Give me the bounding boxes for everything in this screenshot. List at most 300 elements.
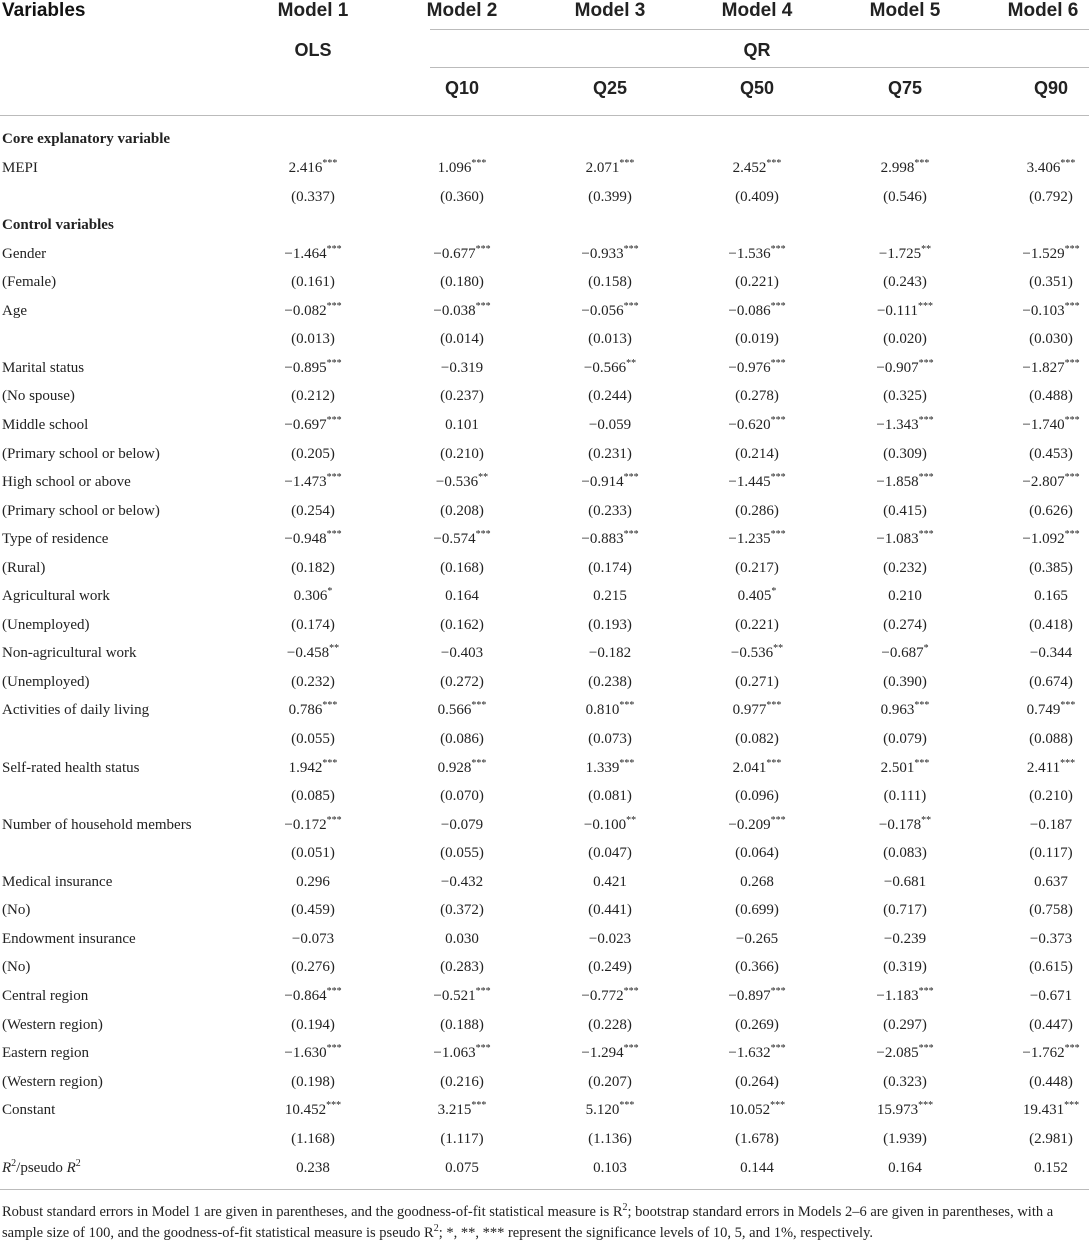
significance-stars: *** [918, 300, 934, 312]
cell-value: (0.286) [735, 502, 779, 519]
cell-value: −0.403 [440, 645, 484, 662]
row-label: Constant [2, 1102, 56, 1119]
cell-value: −1.473 [284, 474, 327, 491]
cell-value: −1.536 [728, 245, 771, 262]
table-cell [583, 814, 637, 834]
cell-value: (0.188) [440, 1016, 484, 1033]
cell-value: (0.217) [735, 559, 779, 576]
cell-value: (0.158) [588, 274, 632, 291]
table-cell [588, 1074, 632, 1091]
table-cell [436, 474, 488, 491]
cell-value: −0.178 [878, 816, 922, 833]
cell-value: −0.100 [583, 816, 627, 833]
row-label: Agricultural work [2, 588, 110, 605]
table-cell [588, 560, 632, 577]
table-cell [1026, 757, 1076, 777]
table-cell [438, 160, 487, 177]
table-cell [589, 417, 631, 434]
cell-value: 1.942 [288, 759, 323, 776]
table-cell [441, 360, 483, 377]
row-label: Age [2, 302, 27, 319]
table-cell [440, 617, 484, 634]
cell-value: 0.101 [445, 416, 479, 433]
table-cell [588, 674, 632, 691]
cell-value: −1.858 [876, 474, 919, 491]
cell-value: (0.297) [883, 1016, 927, 1033]
cell-value: (0.051) [291, 845, 335, 862]
cell-value: −0.677 [433, 245, 476, 262]
table-cell [588, 788, 632, 805]
cell-value: −1.183 [876, 987, 919, 1004]
table-cell [294, 588, 333, 605]
cell-value: −1.092 [1022, 531, 1065, 548]
significance-stars: *** [623, 300, 639, 312]
significance-stars: *** [1064, 357, 1080, 369]
table-cell [291, 331, 335, 348]
cell-value: (0.237) [440, 388, 484, 405]
cell-value: −1.083 [876, 531, 919, 548]
cell-value: (1.168) [291, 1130, 335, 1147]
header-bottom-rule [0, 115, 1089, 116]
table-cell [588, 331, 632, 348]
table-cell [1030, 988, 1072, 1005]
cell-value: (0.161) [291, 274, 335, 291]
cell-value: (0.758) [1029, 902, 1073, 919]
cell-value: −0.772 [581, 987, 624, 1004]
cell-value: (2.981) [1029, 1130, 1073, 1147]
table-cell [441, 645, 483, 662]
table-cell [291, 388, 335, 405]
cell-value: −0.082 [284, 302, 327, 319]
significance-stars: *** [322, 757, 338, 769]
table-cell [876, 985, 934, 1005]
significance-stars: *** [326, 814, 342, 826]
table-cell [440, 1074, 484, 1091]
significance-stars: *** [770, 1043, 786, 1055]
cell-value: 2.041 [732, 759, 767, 776]
table-cell [1029, 1074, 1073, 1091]
table-cell [883, 845, 927, 862]
significance-stars: *** [1060, 158, 1076, 169]
table-cell [438, 1102, 487, 1119]
significance-stars: *** [475, 1043, 491, 1055]
cell-value: (0.085) [291, 788, 335, 805]
table-cell [291, 274, 335, 291]
table-cell [285, 1102, 341, 1119]
cell-value: (0.014) [440, 331, 484, 348]
table-cell [731, 645, 783, 662]
cell-value: −0.948 [284, 531, 327, 548]
cell-value: −1.235 [728, 531, 771, 548]
cell-value: −2.085 [876, 1045, 919, 1062]
cell-value: 0.296 [296, 873, 330, 890]
table-cell [876, 414, 934, 434]
significance-stars: *** [1064, 472, 1080, 484]
table-cell [588, 189, 632, 206]
cell-value: −0.182 [588, 645, 632, 662]
row-label: (No) [2, 959, 31, 976]
cell-value: (0.214) [735, 445, 779, 462]
cell-value: 0.786 [288, 702, 323, 719]
cell-value: 1.096 [437, 160, 472, 176]
significance-stars: * [771, 586, 777, 598]
cell-value: (0.283) [440, 959, 484, 976]
table-cell [881, 702, 930, 719]
cell-value: 2.416 [288, 160, 323, 176]
table-cell [728, 414, 786, 434]
cell-value: −1.063 [433, 1045, 476, 1062]
table-cell [735, 388, 779, 405]
quantile-header-q25: Q25 [592, 78, 628, 98]
row-label: Marital status [2, 359, 85, 376]
significance-stars: *** [623, 985, 639, 997]
cell-value: (0.210) [1029, 788, 1073, 805]
significance-stars: *** [1064, 243, 1080, 255]
cell-value: (0.269) [735, 1016, 779, 1033]
table-cell [735, 788, 779, 805]
significance-stars: *** [475, 529, 491, 541]
significance-stars: *** [322, 700, 338, 712]
significance-stars: *** [475, 300, 491, 312]
model-header-3: Model 3 [574, 0, 646, 21]
table-cell [728, 357, 786, 377]
cell-value: −1.827 [1022, 359, 1065, 376]
table-cell [728, 985, 786, 1005]
significance-stars: *** [619, 700, 635, 712]
note-sup2: 2 [433, 1223, 439, 1235]
cell-value: 19.431 [1022, 1102, 1065, 1119]
cell-value: −1.762 [1022, 1045, 1065, 1062]
table-cell [1022, 1045, 1079, 1062]
table-cell [593, 874, 627, 891]
cell-value: (0.064) [735, 845, 779, 862]
cell-value: 3.406 [1026, 160, 1061, 176]
table-cell [291, 845, 335, 862]
table-cell [588, 446, 632, 463]
r2-value: 0.238 [296, 1160, 330, 1176]
table-cell [1029, 388, 1073, 405]
significance-stars: ** [626, 814, 637, 826]
cell-value: −0.536 [435, 474, 479, 491]
table-cell [284, 414, 342, 434]
cell-value: 10.452 [284, 1102, 327, 1119]
table-cell [289, 702, 338, 719]
significance-stars: *** [1064, 1043, 1080, 1055]
table-cell [440, 1017, 484, 1034]
cell-value: (0.415) [883, 502, 927, 519]
table-cell [440, 674, 484, 691]
row-label: High school or above [2, 474, 131, 491]
table-cell [728, 474, 785, 491]
cell-value: −0.536 [730, 645, 774, 662]
row-label: Medical insurance [2, 873, 113, 890]
table-bottom-rule [0, 1189, 1089, 1190]
cell-value: 5.120 [585, 1102, 620, 1119]
cell-value: (0.351) [1029, 274, 1073, 291]
significance-stars: *** [770, 357, 786, 369]
model-header-4: Model 4 [721, 0, 793, 21]
cell-value: (0.221) [735, 616, 779, 633]
significance-stars: *** [475, 985, 491, 997]
table-cell [1029, 189, 1073, 206]
cell-value: −0.914 [581, 474, 624, 491]
table-cell [876, 357, 934, 377]
significance-stars: *** [770, 529, 786, 541]
significance-stars: *** [770, 985, 786, 997]
table-cell [1034, 874, 1068, 891]
quantile-header-q50: Q50 [739, 78, 775, 98]
cell-value: (0.278) [735, 388, 779, 405]
cell-value: (0.228) [588, 1016, 632, 1033]
cell-value: (0.096) [735, 788, 779, 805]
table-cell [735, 1017, 779, 1034]
table-cell [287, 645, 339, 662]
row-label: (Western region) [2, 1016, 103, 1033]
cell-value: (0.418) [1029, 616, 1073, 633]
qr-rule [430, 29, 1089, 30]
row-label: Eastern region [2, 1045, 90, 1062]
cell-value: −1.343 [876, 416, 919, 433]
r2-row-label [2, 1160, 81, 1177]
cell-value: (0.055) [291, 731, 335, 747]
cell-value: (0.210) [440, 445, 484, 462]
table-cell [291, 617, 335, 634]
cell-value: −0.681 [883, 873, 927, 890]
significance-stars: *** [471, 700, 487, 712]
cell-value: (0.447) [1029, 1016, 1073, 1033]
cell-value: 0.566 [437, 702, 472, 719]
cell-value: (0.276) [291, 959, 335, 976]
table-cell [291, 674, 335, 691]
significance-stars: ** [478, 472, 489, 484]
significance-stars: *** [766, 158, 782, 169]
cell-value: (0.020) [883, 331, 927, 348]
significance-stars: *** [623, 529, 639, 541]
quantile-header-q90: Q90 [1033, 78, 1069, 98]
table-cell [1029, 845, 1072, 862]
cell-value: −0.620 [728, 416, 771, 433]
significance-stars: *** [326, 1043, 342, 1055]
cell-value: (0.272) [440, 673, 484, 690]
cell-value: −0.056 [581, 302, 624, 319]
cell-value: −0.907 [876, 359, 919, 376]
table-cell [883, 731, 927, 748]
table-cell [736, 931, 778, 948]
significance-stars: *** [918, 472, 934, 484]
table-cell [728, 814, 786, 834]
significance-stars: *** [623, 1043, 639, 1055]
table-cell [284, 357, 342, 377]
table-cell [440, 845, 484, 862]
table-cell [876, 300, 934, 320]
table-cell [1029, 617, 1073, 634]
cell-value: (0.399) [588, 188, 632, 205]
row-label: Number of household members [2, 816, 192, 833]
cell-value: (0.488) [1029, 388, 1073, 405]
significance-stars: *** [1064, 414, 1080, 426]
table-cell [583, 357, 637, 377]
cell-value: −0.976 [728, 359, 771, 376]
significance-stars: *** [326, 472, 342, 484]
cell-value: 0.030 [445, 930, 479, 947]
table-cell [729, 1102, 785, 1119]
table-cell [883, 446, 927, 463]
table-cell [735, 1074, 779, 1091]
significance-stars: *** [1060, 700, 1076, 712]
table-cell [878, 243, 932, 263]
table-cell [740, 874, 774, 891]
cell-value: (0.264) [735, 1073, 779, 1090]
table-cell [441, 874, 483, 891]
significance-stars: *** [918, 414, 934, 426]
cell-value: 0.421 [593, 873, 627, 890]
table-cell [284, 985, 342, 1005]
table-cell [588, 959, 632, 976]
significance-stars: *** [1064, 1100, 1080, 1112]
row-label: Type of residence [2, 531, 109, 548]
cell-value: 15.973 [876, 1102, 919, 1119]
cell-value: (0.231) [588, 445, 632, 462]
table-cell [883, 503, 927, 520]
cell-value: 0.810 [585, 702, 620, 719]
cell-value: −0.864 [284, 987, 327, 1004]
cell-value: 2.998 [880, 160, 915, 176]
cell-value: (0.111) [883, 788, 927, 805]
row-label: Activities of daily living [2, 702, 150, 719]
table-cell [1029, 446, 1073, 463]
table-cell [588, 388, 632, 405]
model-header-2: Model 2 [426, 0, 498, 21]
table-cell [1030, 817, 1072, 834]
cell-value: (0.238) [588, 673, 632, 690]
table-cell [738, 588, 777, 605]
cell-value: −0.521 [433, 987, 476, 1004]
significance-stars: *** [918, 985, 934, 997]
significance-stars: ** [921, 814, 932, 826]
significance-stars: ** [329, 643, 340, 655]
table-cell [291, 959, 335, 976]
cell-value: (0.441) [588, 902, 632, 919]
table-cell [433, 1045, 490, 1062]
r2-value: 0.075 [445, 1160, 479, 1176]
qr-label: QR [743, 40, 771, 60]
table-cell [291, 1074, 335, 1091]
cell-value: (0.325) [883, 388, 927, 405]
table-cell [593, 588, 627, 605]
row-label: (Female) [2, 274, 57, 291]
note-part2: ; bootstrap standard errors in Models 2–6 are given in parentheses, with a sample size of 100, and the goodness-of-fit statistical measure is pseudo R [2, 1204, 1054, 1241]
table-cell [1027, 160, 1076, 177]
cell-value: (0.081) [588, 788, 632, 805]
table-cell [588, 1017, 632, 1034]
table-cell [440, 560, 484, 577]
table-cell [440, 388, 484, 405]
cell-value: −1.529 [1022, 245, 1065, 262]
cell-value: −1.725 [878, 245, 922, 262]
table-cell [445, 417, 479, 434]
significance-stars: *** [471, 158, 487, 169]
significance-stars: *** [770, 1100, 786, 1112]
cell-value: (0.013) [291, 331, 335, 348]
significance-stars: * [923, 643, 929, 655]
table-cell [735, 959, 779, 976]
table-cell [888, 588, 922, 605]
row-label: (Primary school or below) [2, 502, 160, 519]
table-cell [589, 931, 631, 948]
table-cell [728, 531, 785, 548]
cell-value: −0.933 [581, 245, 624, 262]
table-cell [733, 702, 782, 719]
table-cell [735, 674, 779, 691]
table-cell [581, 243, 639, 263]
cell-value: (0.205) [291, 445, 335, 462]
table-cell [735, 560, 779, 577]
cell-value: −0.079 [440, 816, 484, 833]
cell-value: 0.963 [880, 702, 915, 719]
table-cell [1029, 1131, 1073, 1148]
note-part1: Robust standard errors in Model 1 are given in parentheses, and the goodness-of-fit statistical measure is R [2, 1204, 623, 1220]
table-cell [1022, 531, 1079, 548]
cell-value: −0.265 [735, 930, 779, 947]
table-cell [876, 531, 933, 548]
cell-value: (0.385) [1029, 559, 1073, 576]
table-cell [433, 300, 491, 320]
cell-value: (0.208) [440, 502, 484, 519]
cell-value: 2.452 [732, 160, 767, 176]
significance-stars: *** [326, 243, 342, 255]
significance-stars: *** [326, 985, 342, 997]
cell-value: (0.409) [735, 188, 779, 205]
cell-value: −0.566 [583, 359, 627, 376]
row-label: (No spouse) [2, 388, 75, 405]
cell-value: (0.182) [291, 559, 335, 576]
table-cell [588, 1131, 632, 1148]
cell-value: (0.309) [883, 445, 927, 462]
cell-value: (0.086) [440, 731, 484, 747]
cell-value: (0.459) [291, 902, 335, 919]
cell-value: 2.411 [1026, 759, 1061, 776]
table-cell [291, 189, 335, 206]
cell-value: (0.453) [1029, 445, 1073, 462]
table-cell [445, 931, 479, 948]
cell-value: 0.749 [1026, 702, 1061, 719]
cell-value: −0.897 [728, 987, 771, 1004]
table-cell [883, 274, 927, 291]
table-cell [440, 959, 484, 976]
cell-value: −0.172 [284, 816, 327, 833]
cell-value: 2.071 [585, 160, 620, 176]
pseudo-r2-symbol: R [66, 1160, 76, 1176]
table-cell [883, 902, 927, 919]
cell-value: (0.323) [883, 1073, 927, 1090]
significance-stars: *** [766, 700, 782, 712]
cell-value: (0.233) [588, 502, 632, 519]
table-cell [1029, 503, 1073, 520]
table-cell [292, 931, 334, 948]
cell-value: (0.180) [440, 274, 484, 291]
cell-value: (0.212) [291, 388, 335, 405]
significance-stars: *** [326, 300, 342, 312]
table-cell [291, 503, 335, 520]
table-cell [1029, 788, 1073, 805]
cell-value: (0.083) [883, 845, 927, 862]
table-cell [588, 503, 632, 520]
table-cell [284, 814, 342, 834]
cell-value: 0.637 [1034, 873, 1068, 890]
table-cell [1029, 674, 1073, 691]
table-cell [878, 814, 932, 834]
cell-value: −0.086 [728, 302, 771, 319]
